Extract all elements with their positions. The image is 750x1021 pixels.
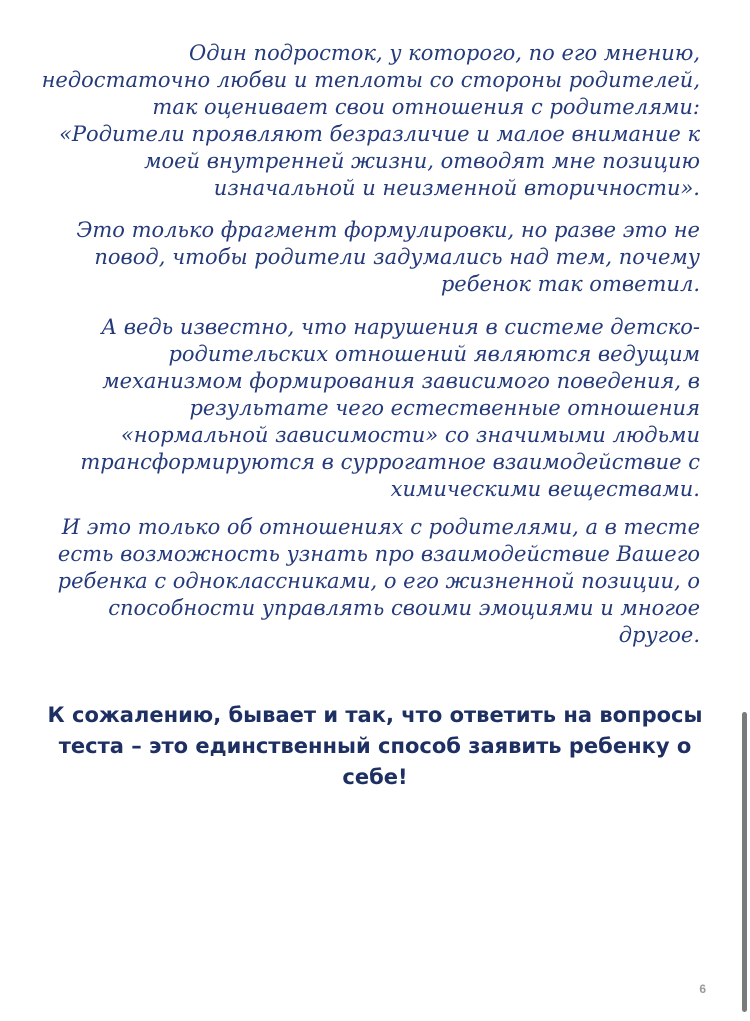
callout-statement: К сожалению, бывает и так, что ответить на вопросы теста – это единственный способ заявить ребенку о себе! bbox=[47, 703, 703, 789]
paragraph-fragment-note: Это только фрагмент формулировки, но разве это не повод, чтобы родители задумались над тем, почему ребенок так ответил. bbox=[76, 218, 700, 296]
scrollbar-thumb[interactable] bbox=[742, 712, 747, 1012]
page-number: 6 bbox=[699, 982, 706, 996]
paragraph-dependency: А ведь известно, что нарушения в системе детско-родительских отношений являются ведущим механизмом формирования зависимого поведения, в результате чего естественные отношения «нормальной зависимости» со значимыми людьми трансформируются в суррогатное взаимодействие с химическими веществами. bbox=[80, 315, 700, 501]
scrollbar-track[interactable] bbox=[740, 0, 750, 1021]
paragraph-teen-quote: Один подросток, у которого, по его мнению, недостаточно любви и теплоты со стороны родителей, так оценивает свои отношения с родителями: «Родители проявляют безразличие и малое внимание к моей внутренней жизни, отводят мне позицию изначальной и неизменной вторичности». bbox=[41, 41, 700, 200]
paragraph-test-possibilities: И это только об отношениях с родителями, а в тесте есть возможность узнать про взаимодействие Вашего ребенка с одноклассниками, о его жизненной позиции, о способности управлять своими эмоциями и многое другое. bbox=[57, 515, 700, 647]
